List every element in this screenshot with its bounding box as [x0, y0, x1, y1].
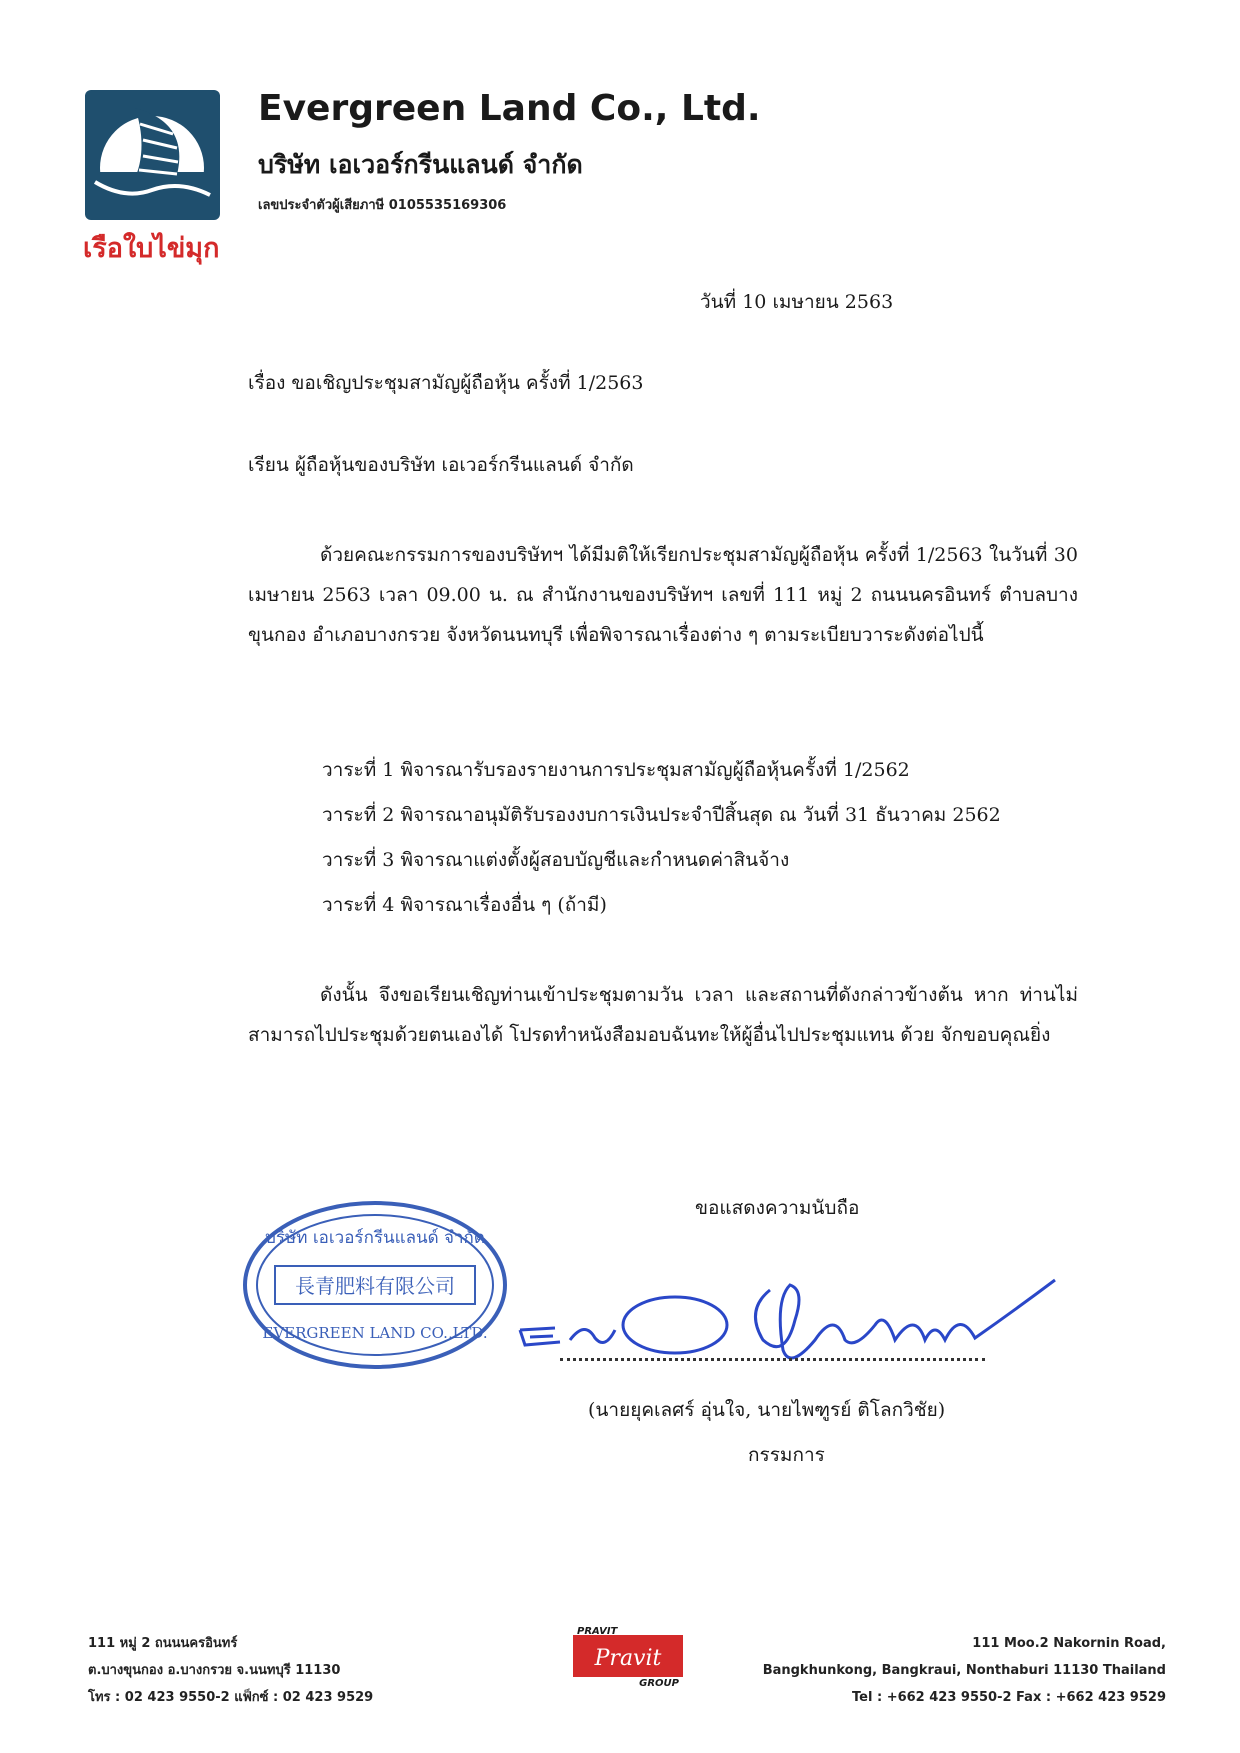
letter-subject: เรื่อง ขอเชิญประชุมสามัญผู้ถือหุ้น ครั้งที่ 1/2563 — [248, 372, 644, 394]
footer-address-th-line-2: ต.บางขุนกอง อ.บางกรวย จ.นนทบุรี 11130 — [88, 1663, 341, 1678]
footer-phone-th: โทร : 02 423 9550-2 แฟ็กซ์ : 02 423 9529 — [88, 1690, 374, 1705]
sailboat-logo-icon — [85, 90, 220, 220]
signatory-names: (นายยุคเลศร์ อุ่นใจ, นายไพฑูรย์ ติโลกวิชัย) — [588, 1399, 946, 1421]
pravit-bottom-text: GROUP — [639, 1678, 679, 1687]
pravit-group-logo — [573, 1625, 683, 1687]
company-name-en: Evergreen Land Co., Ltd. — [258, 88, 761, 129]
agenda-item-4: วาระที่ 4 พิจารณาเรื่องอื่น ๆ (ถ้ามี) — [322, 894, 607, 916]
company-stamp-icon — [240, 1198, 510, 1373]
stamp-text-bottom: EVERGREEN LAND CO.,LTD. — [262, 1324, 488, 1342]
footer-address-th — [88, 1630, 373, 1711]
agenda-item-2: วาระที่ 2 พิจารณาอนุมัติรับรองงบการเงินประจำปีสิ้นสุด ณ วันที่ 31 ธันวาคม 2562 — [322, 804, 1001, 826]
footer-address-en — [763, 1630, 1166, 1711]
stamp-text-middle: 長青肥料有限公司 — [295, 1274, 455, 1298]
signatures-icon — [515, 1270, 1075, 1380]
signatory-position: กรรมการ — [748, 1444, 825, 1466]
agenda-item-1: วาระที่ 1 พิจารณารับรองรายงานการประชุมสามัญผู้ถือหุ้นครั้งที่ 1/2562 — [322, 759, 910, 781]
footer-phone-en: Tel : +662 423 9550-2 Fax : +662 423 9529 — [852, 1690, 1166, 1705]
letter-date: วันที่ 10 เมษายน 2563 — [700, 291, 894, 313]
closing: ขอแสดงความนับถือ — [695, 1197, 860, 1219]
signature-line — [560, 1358, 985, 1361]
tax-id: เลขประจำตัวผู้เสียภาษี 0105535169306 — [258, 198, 507, 213]
pravit-script-text: Pravit — [594, 1646, 662, 1671]
letter-recipient: เรียน ผู้ถือหุ้นของบริษัท เอเวอร์กรีนแลนด์ จำกัด — [248, 454, 634, 476]
footer-address-en-line-2: Bangkhunkong, Bangkraui, Nonthaburi 11130 Thailand — [762, 1663, 1166, 1678]
body-paragraph-1 — [248, 535, 1078, 655]
footer-address-en-line-1: 111 Moo.2 Nakornin Road, — [972, 1636, 1166, 1651]
agenda-item-3: วาระที่ 3 พิจารณาแต่งตั้งผู้สอบบัญชีและกำหนดค่าสินจ้าง — [322, 849, 790, 871]
logo-caption: เรือใบไข่มุก — [83, 233, 220, 264]
company-logo — [85, 90, 220, 220]
pravit-top-text: PRAVIT — [577, 1626, 618, 1637]
footer-address-th-line-1: 111 หมู่ 2 ถนนนครอินทร์ — [88, 1636, 238, 1651]
body-paragraph-1-text: ด้วยคณะกรรมการของบริษัทฯ ได้มีมติให้เรียกประชุมสามัญผู้ถือหุ้น ครั้งที่ 1/2563 ในวันที่ 30 เมษายน 2563 เวลา 09.00 น. ณ สำนักงานของบริษัทฯ เลขที่ 111 หมู่ 2 ถนนนครอินทร์ ตำบลบางขุนกอง อำเภอบางกรวย จังหวัดนนทบุรี เพื่อพิจารณาเรื่องต่าง ๆ ตามระเบียบวาระดังต่อไปนี้ — [248, 544, 1078, 646]
pravit-logo-icon — [573, 1625, 683, 1687]
company-name-th: บริษัท เอเวอร์กรีนแลนด์ จำกัด — [258, 150, 583, 179]
stamp-text-top: บริษัท เอเวอร์กรีนแลนด์ จำกัด — [265, 1228, 485, 1248]
body-paragraph-2 — [248, 975, 1078, 1055]
body-paragraph-2-text: ดังนั้น จึงขอเรียนเชิญท่านเข้าประชุมตามวัน เวลา และสถานที่ดังกล่าวข้างต้น หาก ท่านไม่สามารถไปประชุมด้วยตนเองได้ โปรดทำหนังสือมอบฉันทะให้ผู้อื่นไปประชุมแทน ด้วย จักขอบคุณยิ่ง — [248, 984, 1078, 1046]
